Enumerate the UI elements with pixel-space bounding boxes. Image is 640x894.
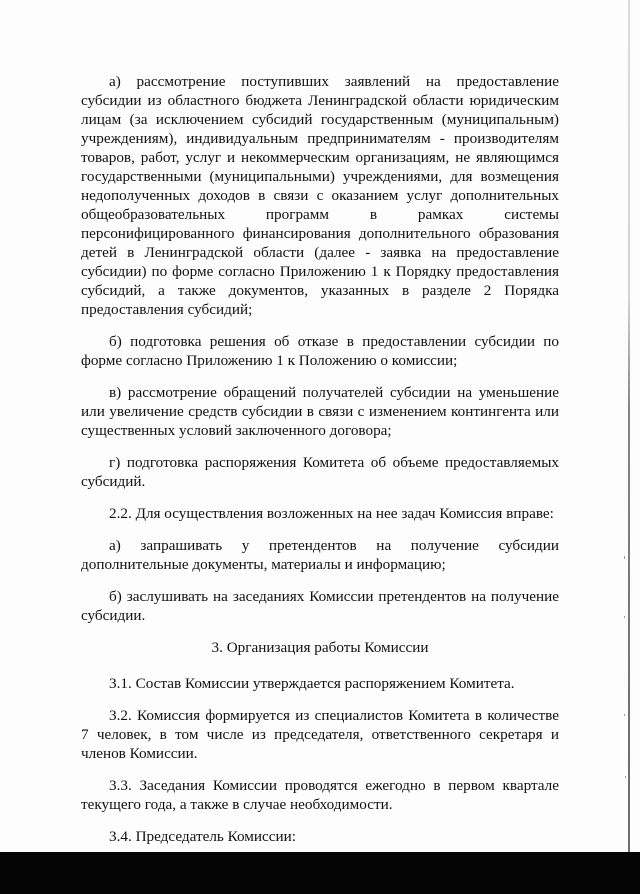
section-heading: 3. Организация работы Комиссии [211, 639, 429, 656]
paragraph-request-docs: а) запрашивать у претендентов на получение субсидии дополнительные документы, материалы и информацию; [81, 537, 559, 573]
scan-edge-shadow [628, 0, 630, 852]
paragraph-3-4: 3.4. Председатель Комиссии: [109, 828, 297, 845]
paragraph-hear-applicants: б) заслушивать на заседаниях Комиссии претендентов на получение субсидии. [81, 588, 559, 624]
scan-speck [624, 556, 625, 559]
paragraph-2-2: 2.2. Для осуществления возложенных на нее задач Комиссия вправе: [109, 505, 554, 522]
scan-speck [624, 616, 625, 618]
paragraph-g-order: г) подготовка распоряжения Комитета об объеме предоставляемых субсидий. [81, 454, 559, 490]
paragraph-v-appeals: в) рассмотрение обращений получателей субсидии на уменьшение или увеличение средств субсидии в связи с изменением контингента или существенных условий заключенного договора; [81, 384, 559, 439]
paragraph-3-3: 3.3. Заседания Комиссии проводятся ежегодно в первом квартале текущего года, а также в случае необходимости. [81, 777, 559, 813]
paragraph-a-review: а) рассмотрение поступивших заявлений на предоставление субсидии из областного бюджета Ленинградской области юридическим лицам (за исключением субсидий государственным (муниципальным) учреждениям), индивидуальным предпринимателям - производителям товаров, работ, услуг и некоммерческим организациям, не являющимся государственными (муниципальными) учреждениями, для возмещения недополученных доходов в связи с оказанием услуг дополнительных общеобразовательных программ в рамках системы персонифицированного финансирования дополнительного образования детей в Ленинградской области (далее - заявка на предоставление субсидии) по форме согласно Приложению 1 к Порядку предоставления субсидий, а также документов, указанных в разделе 2 Порядка предоставления субсидий; [81, 73, 559, 318]
paragraph-3-1: 3.1. Состав Комиссии утверждается распоряжением Комитета. [109, 675, 515, 692]
paragraph-b-refusal: б) подготовка решения об отказе в предоставлении субсидии по форме согласно Приложению 1 к Положению о комиссии; [81, 333, 559, 369]
document-body [81, 72, 559, 891]
scan-speck [624, 714, 625, 716]
scan-speck [625, 776, 626, 778]
paragraph-3-2: 3.2. Комиссия формируется из специалистов Комитета в количестве 7 человек, в том числе из председателя, ответственного секретаря и членов Комиссии. [81, 707, 559, 762]
scan-bottom-border [0, 852, 640, 894]
